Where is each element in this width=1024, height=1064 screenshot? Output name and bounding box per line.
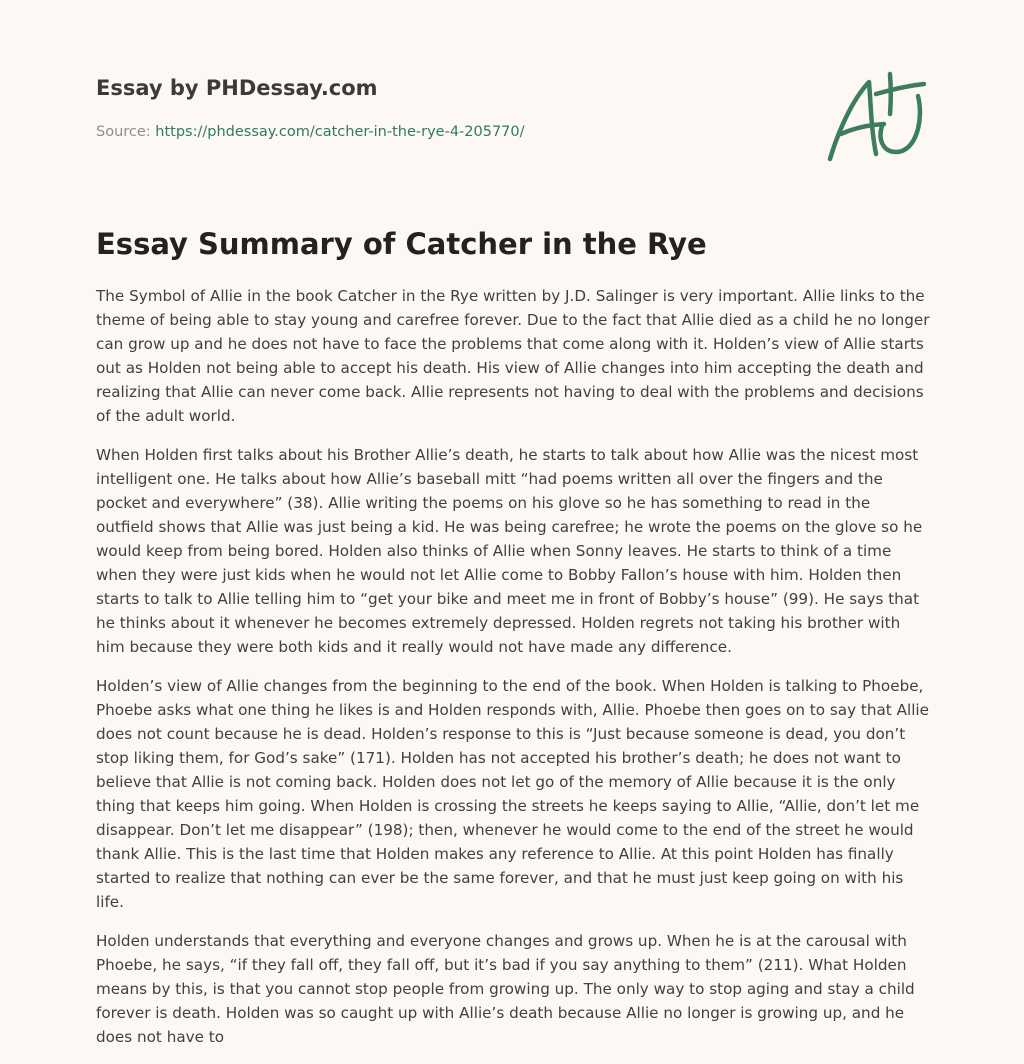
logo-a-crossbar bbox=[841, 124, 884, 134]
site-title: Essay by PHDessay.com bbox=[96, 76, 378, 100]
logo-plus-vertical bbox=[890, 74, 891, 114]
logo-curve bbox=[881, 96, 920, 152]
essay-paragraph: Holden understands that everything and everyone changes and grows up. When he is at the carousal with Phoebe, he says, “if they fall off, they fall off, but it’s bad if you say anything to them” (211). What Holden means by this, is that you cannot stop people from growing up. The only way to stop aging and stay a child forever is death. Holden was so caught up with Allie’s death because Allie no longer is growing up, and he does not have to bbox=[96, 932, 915, 1046]
a-plus-logo bbox=[824, 70, 928, 164]
essay-title: Essay Summary of Catcher in the Rye bbox=[96, 227, 707, 261]
logo-plus-horizontal bbox=[876, 84, 924, 94]
logo-letter-a bbox=[830, 82, 876, 159]
source-label: Source: bbox=[96, 124, 151, 140]
essay-paragraph: Holden’s view of Allie changes from the beginning to the end of the book. When Holden is talking to Phoebe, Phoebe asks what one thing he likes is and Holden responds with, Allie. Phoebe then goes on to say that Allie does not count because he is dead. Holden’s response to this is “Just because someone is dead, you don’t stop liking them, for God’s sake” (171). Holden has not accepted his brother’s death; he does not want to believe that Allie is not coming back. Holden does not let go of the memory of Allie because it is the only thing that keeps him going. When Holden is crossing the streets he keeps saying to Allie, “Allie, don’t let me disappear. Don’t let me disappear” (198); then, whenever he would come to the end of the street he would thank Allie. This is the last time that Holden makes any reference to Allie. At this point Holden has finally started to realize that nothing can ever be the same forever, and that he must just keep going on with his life. bbox=[96, 677, 929, 911]
source-link[interactable]: https://phdessay.com/catcher-in-the-rye-4-205770/ bbox=[155, 124, 525, 140]
essay-paragraph: When Holden first talks about his Brother Allie’s death, he starts to talk about how Allie was the nicest most intelligent one. He talks about how Allie’s baseball mitt “had poems written all over the fingers and the pocket and everywhere” (38). Allie writing the poems on his glove so he has something to read in the outfield shows that Allie was just being a kid. He was being carefree; he wrote the poems on the glove so he would keep from being bored. Holden also thinks of Allie when Sonny leaves. He starts to think of a time when they were just kids when he would not let Allie come to Bobby Fallon’s house with him. Holden then starts to talk to Allie telling him to “get your bike and meet me in front of Bobby’s house” (99). He says that he thinks about it whenever he becomes extremely depressed. Holden regrets not taking his brother with him because they were both kids and it really would not have made any difference. bbox=[96, 446, 923, 656]
essay-body bbox=[96, 284, 932, 1064]
source-line bbox=[96, 124, 525, 140]
essay-paragraph: The Symbol of Allie in the book Catcher in the Rye written by J.D. Salinger is very important. Allie links to the theme of being able to stay young and carefree forever. Due to the fact that Allie died as a child he no longer can grow up and he does not have to face the problems that come along with it. Holden’s view of Allie starts out as Holden not being able to accept his death. His view of Allie changes into him accepting the death and realizing that Allie can never come back. Allie represents not having to deal with the problems and decisions of the adult world. bbox=[96, 287, 930, 425]
